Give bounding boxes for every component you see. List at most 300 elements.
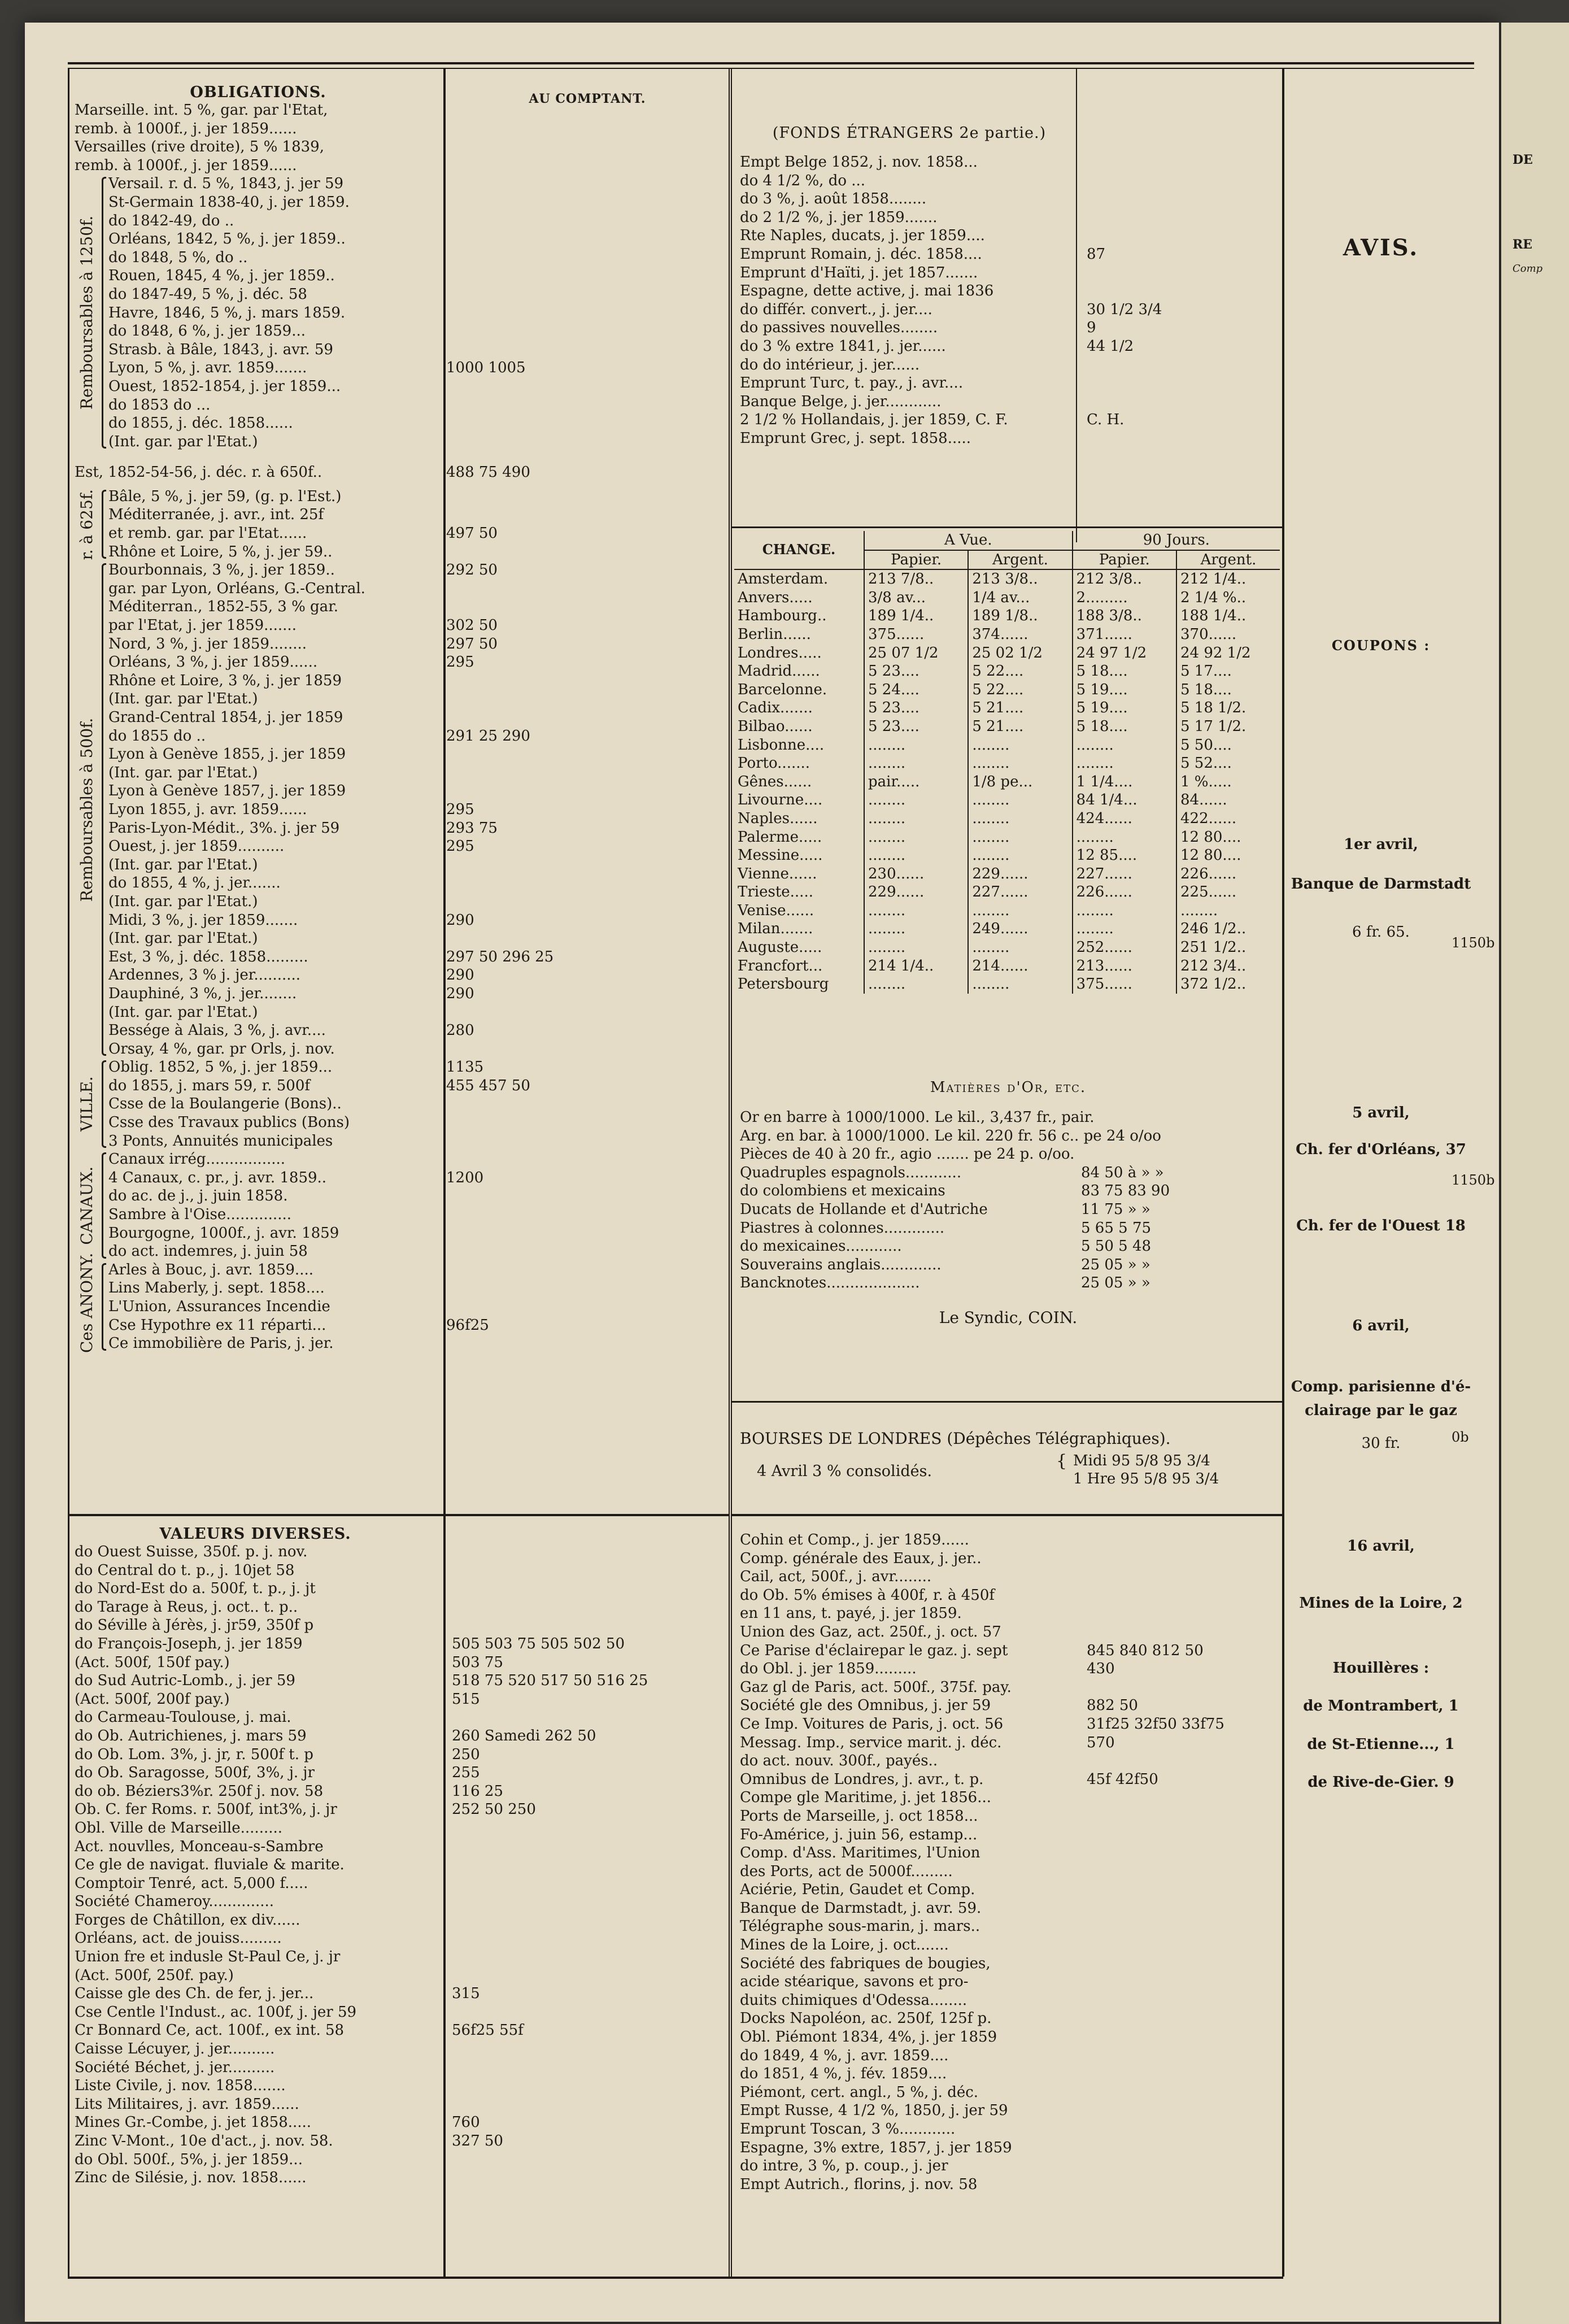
item-value	[425, 377, 758, 396]
list-item	[108, 856, 758, 874]
list-item	[75, 1874, 724, 1893]
list-item	[75, 1635, 724, 1653]
item-value: 31f25 32f50 33f75	[1087, 1715, 1224, 1733]
group-label: Remboursables à 500f.	[77, 717, 96, 902]
avis-item: 16 avril,	[1347, 1538, 1415, 1555]
change-a-arg: ........	[968, 938, 1072, 957]
item-value	[425, 782, 758, 800]
list-item	[108, 1187, 758, 1205]
obligations-top-rows	[75, 101, 442, 175]
list-item	[740, 1550, 1276, 1568]
item-name: Espagne, dette active, j. mai 1836	[740, 282, 994, 300]
item-name: Est, 1852-54-56, j. déc. r. à 650f..	[75, 464, 322, 481]
change-b-pap: ........	[1073, 828, 1176, 847]
item-name: Mines de la Loire, j. oct.......	[740, 1936, 949, 1954]
change-a-pap: 375......	[864, 625, 968, 644]
item-name: do Sud Autric-Lomb., j. jer 59	[75, 1672, 295, 1690]
item-name: Lins Maberly, j. sept. 1858....	[108, 1279, 325, 1297]
list-item	[108, 708, 758, 727]
list-item	[75, 1616, 724, 1635]
item-value: 292 50	[446, 562, 498, 579]
avis-item: 1er avril,	[1344, 836, 1418, 853]
list-item	[108, 433, 758, 451]
change-a-arg: 5 22....	[968, 681, 1072, 699]
change-place: Auguste.....	[734, 938, 864, 957]
list-item	[75, 1856, 724, 1874]
list-item	[740, 2101, 1276, 2120]
item-value: 116 25	[452, 1782, 503, 1800]
item-value	[1073, 1568, 1276, 1586]
table-row	[734, 957, 1280, 976]
list-item	[75, 1543, 724, 1561]
change-b-arg: 12 80....	[1180, 828, 1241, 846]
item-name: Comptoir Tenré, act. 5,000 f.....	[75, 1874, 308, 1892]
change-b-arg: 212 1/4..	[1180, 571, 1247, 588]
item-name: Emprunt Toscan, 3 %............	[740, 2121, 956, 2138]
item-name: Rte Naples, ducats, j. jer 1859....	[740, 227, 985, 245]
avis-item: Houillères :	[1332, 1660, 1429, 1677]
list-item	[108, 1224, 758, 1243]
list-item	[740, 1715, 1276, 1734]
item-value	[1073, 2101, 1276, 2120]
item-value	[436, 1856, 724, 1874]
change-b-pap: 213......	[1073, 957, 1176, 976]
item-name: Orsay, 4 %, gar. pr Orls, j. nov.	[108, 1040, 335, 1057]
change-a-pap: 25 07 1/2	[864, 644, 968, 663]
item-name: Versailles (rive droite), 5 % 1839,	[75, 138, 324, 156]
item-name: Est, 3 %, j. déc. 1858.........	[108, 948, 308, 965]
item-value: 280	[446, 1022, 474, 1039]
item-value	[1073, 1936, 1276, 1955]
item-name: do 1855, j. déc. 1858......	[108, 415, 293, 432]
change-a-pap: ........	[864, 938, 968, 957]
change-b-pap: ........	[1073, 736, 1176, 755]
avis-item: 6 fr. 65.	[1352, 924, 1410, 941]
item-name: do 1853 do ...	[108, 396, 211, 414]
list-item	[75, 1819, 724, 1838]
brace-icon	[102, 490, 106, 559]
item-name: Piastres à colonnes.............	[740, 1219, 945, 1237]
adjacent-page-fragment: DE	[1513, 153, 1533, 167]
adjacent-page-fragment: Comp	[1513, 263, 1543, 275]
item-name: do Obl. j. jer 1859.........	[740, 1660, 917, 1678]
item-name: des Ports, act de 5000f.........	[740, 1862, 953, 1880]
item-value	[425, 598, 758, 616]
item-name: Société Béchet, j. jer..........	[75, 2058, 275, 2076]
obligations-section	[75, 84, 554, 1353]
papier-header: Papier.	[1073, 550, 1176, 570]
list-item	[108, 304, 758, 323]
item-name: Cail, act, 500f., j. avr........	[740, 1568, 932, 1586]
item-name: do Séville à Jérès, j. jr59, 350f p	[75, 1617, 314, 1634]
list-item	[740, 1642, 1276, 1660]
list-item	[740, 429, 1276, 448]
item-value	[436, 1874, 724, 1893]
item-value	[425, 230, 758, 249]
change-b-arg: 188 1/4..	[1180, 607, 1247, 625]
item-value	[1073, 2139, 1276, 2157]
change-b-arg: 2 1/4 %..	[1180, 589, 1247, 606]
matieres-line: Or en barre à 1000/1000. Le kil., 3,437 fr., pair.	[740, 1109, 1095, 1126]
list-item	[740, 393, 1276, 411]
item-value	[1073, 1604, 1276, 1623]
item-name: Cr Bonnard Ce, act. 100f., ex int. 58	[75, 2022, 345, 2039]
change-b-pap: 2.........	[1073, 589, 1176, 607]
change-rows	[734, 569, 1280, 994]
item-name: Ce Imp. Voitures de Paris, j. oct. 56	[740, 1715, 1004, 1733]
item-name: Emprunt Romain, j. déc. 1858....	[740, 245, 982, 263]
item-name: do Central do t. p., j. 10jet 58	[75, 1561, 295, 1579]
list-item	[740, 1531, 1276, 1550]
avis-item: 30 fr.	[1361, 1435, 1401, 1452]
table-row	[734, 644, 1280, 663]
item-name: Société Chameroy..............	[75, 1893, 274, 1910]
item-value	[1073, 1531, 1276, 1550]
item-value	[1073, 1991, 1276, 2010]
change-b-arg: 5 17....	[1180, 663, 1232, 680]
item-name: (Int. gar. par l'Etat.)	[108, 1003, 258, 1021]
item-name: Versail. r. d. 5 %, 1843, j. jer 59	[108, 175, 344, 193]
list-item	[75, 2077, 724, 2095]
list-item	[75, 1948, 724, 1966]
change-a-pap: 5 24....	[864, 681, 968, 699]
change-a-arg: ........	[968, 846, 1072, 865]
group-label: VILLE.	[77, 1076, 96, 1132]
item-value: 297 50	[446, 635, 498, 652]
bottom-rule	[68, 2277, 1283, 2279]
item-value	[425, 120, 724, 138]
list-item	[108, 874, 758, 893]
list-item	[740, 1881, 1276, 1899]
item-value	[436, 1929, 724, 1948]
item-name: Ports de Marseille, j. oct 1858...	[740, 1807, 978, 1825]
matieres-section	[740, 1079, 1276, 1327]
item-name: Liste Civile, j. nov. 1858.......	[75, 2077, 286, 2095]
brace-icon	[102, 1060, 106, 1148]
list-item	[108, 1003, 758, 1022]
item-value: 290	[446, 967, 474, 984]
item-name: Société gle des Omnibus, j. jer 59	[740, 1697, 991, 1714]
change-b-arg: 5 52....	[1180, 755, 1232, 772]
table-row	[734, 920, 1280, 938]
change-b-arg: 251 1/2..	[1180, 939, 1247, 956]
list-item	[75, 1746, 724, 1764]
item-value: 518 75 520 517 50 516 25	[452, 1672, 648, 1690]
item-value	[425, 1298, 758, 1316]
item-name: (Int. gar. par l'Etat.)	[108, 893, 258, 910]
change-b-pap: 5 19....	[1073, 681, 1176, 699]
item-name: Obl. Piémont 1834, 4%, j. jer 1859	[740, 2029, 997, 2046]
list-item	[740, 1586, 1276, 1605]
item-value	[425, 1150, 758, 1169]
item-name: Fo-Américe, j. juin 56, estamp...	[740, 1826, 978, 1843]
list-item	[740, 1862, 1276, 1881]
item-name: Rouen, 1845, 4 %, j. jer 1859..	[108, 267, 335, 285]
list-item	[108, 616, 758, 635]
list-item	[75, 1708, 724, 1727]
table-row	[734, 717, 1280, 736]
brace-icon	[102, 563, 106, 1056]
item-name: Marseille. int. 5 %, gar. par l'Etat,	[75, 102, 328, 119]
change-b-pap: 188 3/8..	[1073, 607, 1176, 625]
item-value	[425, 433, 758, 451]
syndic-signature: Le Syndic, COIN.	[939, 1308, 1078, 1327]
list-item	[740, 282, 1276, 301]
valeurs-diverses-heading: VALEURS DIVERSES.	[159, 1525, 351, 1543]
item-value	[425, 672, 758, 690]
list-item	[75, 2058, 724, 2077]
change-b-arg: 5 17 1/2.	[1180, 717, 1247, 735]
brace-icon	[102, 1263, 106, 1351]
change-place: Gênes......	[734, 773, 864, 791]
list-item	[75, 2040, 724, 2058]
group-remb-500	[75, 561, 554, 1058]
item-name: Cohin et Comp., j. jer 1859......	[740, 1531, 969, 1548]
list-item	[75, 1892, 724, 1911]
item-value	[1073, 2065, 1276, 2083]
list-item	[108, 212, 758, 230]
table-row	[734, 902, 1280, 920]
list-item	[740, 1274, 1276, 1292]
list-item	[108, 249, 758, 267]
item-value: 760	[452, 2114, 480, 2131]
change-place: Lisbonne....	[734, 736, 864, 755]
change-a-arg: 214......	[968, 957, 1072, 976]
list-item	[740, 1973, 1276, 1991]
item-value	[425, 708, 758, 727]
change-a-arg: 5 21....	[968, 699, 1072, 717]
item-value	[1073, 2047, 1276, 2065]
table-row	[734, 699, 1280, 717]
item-value: 297 50 296 25	[446, 948, 554, 965]
list-item	[108, 1242, 758, 1261]
item-name: do 4 1/2 %, do ...	[740, 172, 866, 189]
change-b-arg: 246 1/2..	[1180, 920, 1247, 938]
item-name: do act. nouv. 300f., payés..	[740, 1752, 938, 1770]
adjacent-page-fragment: RE	[1513, 237, 1533, 252]
list-item	[740, 1788, 1276, 1807]
item-name: Lits Militaires, j. avr. 1859......	[75, 2095, 299, 2113]
item-value: 430	[1087, 1660, 1115, 1678]
item-name: Messag. Imp., service marit. j. déc.	[740, 1734, 1002, 1751]
list-item	[75, 1598, 724, 1617]
item-value	[425, 929, 758, 948]
item-value: 30 1/2 3/4	[1087, 301, 1162, 318]
change-b-pap: 1 1/4....	[1073, 773, 1176, 791]
change-place: Amsterdam.	[734, 569, 864, 589]
list-item	[75, 1727, 724, 1746]
group-anonymes	[75, 1252, 489, 1353]
avis-item: Mines de la Loire, 2	[1299, 1595, 1463, 1612]
change-b-arg: 1 %.....	[1180, 773, 1232, 790]
item-value	[1073, 1678, 1276, 1697]
list-item	[108, 396, 758, 415]
item-value: 252 50 250	[452, 1801, 536, 1818]
item-value	[425, 856, 758, 874]
change-a-pap: 214 1/4..	[864, 957, 968, 976]
item-name: (Int. gar. par l'Etat.)	[108, 764, 258, 781]
list-item	[75, 463, 724, 482]
item-value	[425, 175, 758, 193]
item-name: Quadruples espagnols............	[740, 1164, 962, 1181]
list-item	[108, 1113, 758, 1132]
item-name: do ac. de j., j. juin 1858.	[108, 1187, 288, 1205]
argent-header: Argent.	[968, 550, 1072, 570]
avis-divider	[1282, 68, 1284, 2277]
change-a-pap: ........	[864, 846, 968, 865]
quatre-vingt-dix-jours-header: 90 Jours.	[1073, 531, 1280, 550]
item-name: Csse de la Boulangerie (Bons)..	[108, 1095, 342, 1113]
table-row	[734, 828, 1280, 847]
list-item	[75, 2169, 724, 2187]
avis-item: Comp. parisienne d'é-	[1291, 1378, 1471, 1395]
margin-note: 0b	[1452, 1429, 1469, 1445]
group-canaux	[75, 1150, 484, 1261]
table-row	[734, 810, 1280, 828]
list-item	[75, 138, 724, 156]
item-value: 11 75 » »	[1081, 1200, 1150, 1218]
change-place: Bilbao......	[734, 717, 864, 736]
change-place: Hambourg..	[734, 607, 864, 625]
avis-item: clairage par le gaz	[1305, 1402, 1457, 1419]
item-value: 1135	[446, 1059, 484, 1076]
matieres-rows	[740, 1164, 1276, 1292]
top-rule-thin	[68, 68, 1474, 69]
item-name: Emprunt Turc, t. pay., j. avr....	[740, 375, 964, 392]
item-name: do Ob. 5% émises à 400f, r. à 450f	[740, 1586, 995, 1604]
item-name: do Obl. 500f., 5%, j. jer 1859...	[75, 2151, 303, 2168]
item-value	[425, 543, 758, 562]
fonds-etrangers-heading: (FONDS ÉTRANGERS 2e partie.)	[772, 124, 1047, 142]
list-item	[75, 1690, 724, 1709]
item-value: 290	[446, 911, 474, 929]
item-name: do 1847-49, 5 %, j. déc. 58	[108, 285, 307, 303]
list-item	[108, 690, 758, 708]
change-b-pap: 212 3/8..	[1073, 569, 1176, 589]
item-name: Strasb. à Bâle, 1843, j. avr. 59	[108, 341, 333, 358]
list-item	[75, 2151, 724, 2169]
item-value	[436, 2040, 724, 2058]
group-remb-1250	[75, 175, 526, 451]
change-a-arg: ........	[968, 754, 1072, 773]
margin-note: 1150b	[1452, 935, 1495, 951]
item-value: 56f25 55f	[452, 2022, 524, 2039]
item-value	[436, 2077, 724, 2095]
item-name: (Int. gar. par l'Etat.)	[108, 930, 258, 947]
item-value	[425, 580, 758, 598]
change-b-pap: 5 19....	[1073, 699, 1176, 717]
list-item	[108, 285, 758, 304]
change-place: Palerme.....	[734, 828, 864, 847]
item-name: do Ob. Lom. 3%, j. jr, r. 500f t. p	[75, 1746, 313, 1763]
item-name: do mexicaines............	[740, 1238, 902, 1255]
bourses-midi: Midi 95 5/8 95 3/4	[1073, 1452, 1210, 1469]
group-label: CANAUX.	[77, 1166, 96, 1245]
item-name: Dauphiné, 3 %, j. jer........	[108, 985, 297, 1002]
item-value	[425, 341, 758, 359]
coupons-heading: COUPONS :	[1331, 637, 1431, 654]
list-item	[108, 782, 758, 800]
item-value	[425, 1334, 758, 1353]
item-name: Souverains anglais.............	[740, 1256, 942, 1273]
item-name: Empt Belge 1852, j. nov. 1858...	[740, 154, 978, 171]
group-label: Remboursables à 1250f.	[77, 216, 96, 410]
change-b-pap: 12 85....	[1073, 846, 1176, 865]
avis-item: 5 avril,	[1352, 1104, 1410, 1121]
item-name: Zinc V-Mont., 10e d'act., j. nov. 58.	[75, 2132, 333, 2149]
margin-note: 1150b	[1452, 1172, 1495, 1188]
item-value: 250	[452, 1746, 480, 1763]
item-name: Act. nouvlles, Monceau-s-Sambre	[75, 1838, 324, 1855]
item-value: 295	[446, 800, 474, 818]
fonds-etrangers-rows	[740, 153, 1276, 448]
change-a-pap: 5 23....	[864, 699, 968, 717]
item-value	[1073, 172, 1276, 190]
table-row	[734, 589, 1280, 607]
item-value	[1073, 1788, 1276, 1807]
item-value	[425, 690, 758, 708]
change-a-pap: ........	[864, 920, 968, 938]
section-rule	[68, 1514, 730, 1516]
item-value	[1073, 1973, 1276, 1991]
item-value	[425, 1187, 758, 1205]
item-name: Mines Gr.-Combe, j. jet 1858.....	[75, 2114, 312, 2131]
change-b-arg: 84......	[1180, 791, 1227, 809]
item-value	[1073, 190, 1276, 208]
list-item	[740, 1623, 1276, 1642]
item-value	[425, 212, 758, 230]
item-value	[1073, 1807, 1276, 1826]
list-item	[740, 264, 1276, 282]
item-name: do intre, 3 %, p. coup., j. jer	[740, 2157, 948, 2175]
change-b-arg: 422......	[1180, 810, 1237, 827]
item-name: Midi, 3 %, j. jer 1859.......	[108, 911, 298, 929]
table-row	[734, 662, 1280, 681]
change-place: Vienne......	[734, 865, 864, 884]
item-name: Bâle, 5 %, j. jer 59, (g. p. l'Est.)	[108, 488, 342, 505]
item-name: Docks Napoléon, ac. 250f, 125f p.	[740, 2010, 992, 2027]
item-name: do François-Joseph, j. jer 1859	[75, 1635, 303, 1652]
list-item	[740, 1752, 1276, 1770]
fonds-etrangers-section	[740, 124, 1276, 448]
brace-icon: {	[1056, 1451, 1067, 1471]
item-value	[1073, 2175, 1276, 2194]
item-value	[1073, 1917, 1276, 1936]
list-item	[740, 1604, 1276, 1623]
item-value	[436, 1966, 724, 1985]
item-name: do ob. Béziers3%r. 250f j. nov. 58	[75, 1782, 324, 1800]
item-name: Ce immobilière de Paris, j. jer.	[108, 1335, 334, 1352]
table-row	[734, 791, 1280, 810]
item-name: Télégraphe sous-marin, j. mars..	[740, 1918, 980, 1935]
item-name: acide stéarique, savons et pro-	[740, 1973, 969, 1991]
change-b-arg: 5 50....	[1180, 736, 1232, 754]
change-place: Naples......	[734, 810, 864, 828]
list-item	[740, 190, 1276, 208]
change-b-pap: 5 18....	[1073, 662, 1176, 681]
item-name: Bourgogne, 1000f., j. avr. 1859	[108, 1224, 339, 1242]
avis-section	[1288, 40, 1495, 2277]
item-name: 3 Ponts, Annuités municipales	[108, 1132, 333, 1150]
item-value	[1073, 208, 1276, 227]
list-item	[740, 1237, 1276, 1256]
list-item	[108, 1169, 758, 1187]
item-value: 882 50	[1087, 1697, 1138, 1714]
change-b-pap: 84 1/4...	[1073, 791, 1176, 810]
list-item	[740, 2083, 1276, 2102]
bourses-section	[740, 1429, 1276, 1496]
list-item	[740, 1200, 1276, 1219]
